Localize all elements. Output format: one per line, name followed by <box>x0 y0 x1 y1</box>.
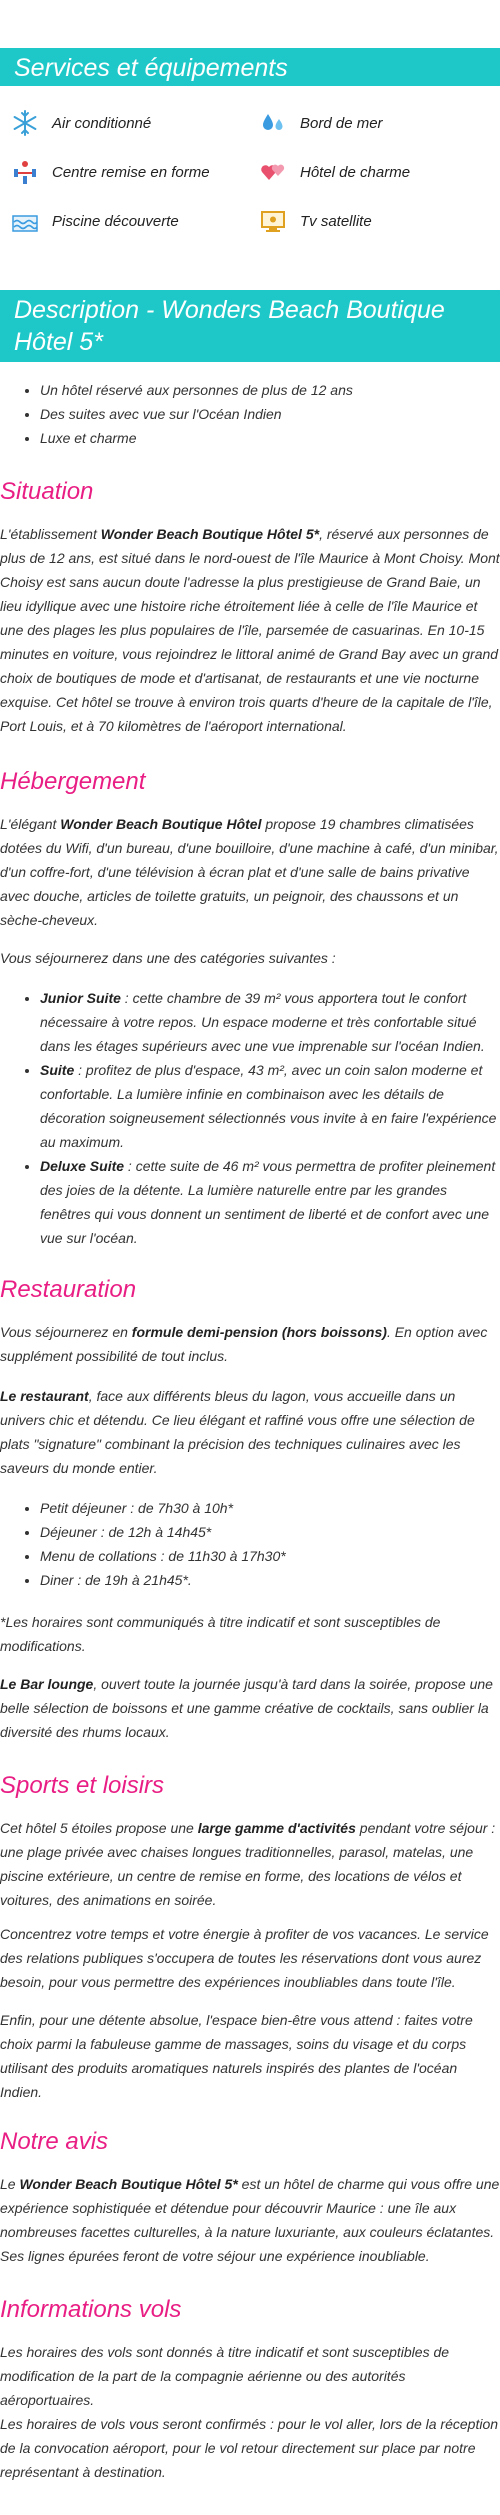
sports-title: Sports et loisirs <box>0 1772 165 1799</box>
situation-text: L'établissement Wonder Beach Boutique Hôtel 5*, réservé aux personnes de plus de 12 ans, est situé dans le nord-ouest de l'île Maurice à Mont Choisy. Mont Choisy est sans aucun doute l'adresse la plus prestigieuse de Grand Baie, un lieu idyllique avec une histoire riche étroitement liée à celle de l'île Maurice et une des plages les plus populaires de l'île, parsemée de casuarinas. En 10-15 minutes en voiture, vous rejoindrez le littoral animé de Grand Bay avec un grand choix de boutiques de mode et d'artisanat, de restaurants et une vie nocturne exquise. Cet hôtel se trouve à environ trois quarts d'heure de la capitale de l'île, Port Louis, et à 70 kilomètres de l'aéroport international. <box>0 526 500 734</box>
service-label: Bord de mer <box>300 114 383 132</box>
service-item <box>10 157 210 187</box>
vols-text: Les horaires des vols sont donnés à titre indicatif et sont susceptibles de modification de la part de la compagnie aérienne ou des autorités aéroportuaires. <box>0 2344 450 2408</box>
vols-text-2: Les horaires de vols vous seront confirmés : pour le vol aller, lors de la réception de la convocation aéroport, pour le vol retour directement sur place par notre représentant à destination. <box>0 2416 499 2480</box>
bar-text: Le Bar lounge, ouvert toute la journée jusqu'à tard dans la soirée, propose une belle sélection de boissons et une gamme créative de cocktails, sans oublier la diversité des rhums locaux. <box>0 1676 493 1740</box>
service-item <box>258 108 383 138</box>
list-item: • Suite : profitez de plus d'espace, 43 m², avec un coin salon moderne et confortable. La lumière infinie en combinaison avec les détails de décoration soigneusement sélectionnés vous invite à en faire l'expérience au maximum. <box>40 1058 500 1154</box>
hebergement-title: Hébergement <box>0 768 146 795</box>
pool-icon <box>10 206 40 236</box>
room-list <box>0 986 500 1250</box>
list-item: • Menu de collations : de 11h30 à 17h30* <box>40 1544 500 1568</box>
vols-title: Informations vols <box>0 2296 182 2323</box>
service-item <box>10 206 179 236</box>
service-label: Air conditionné <box>52 114 152 132</box>
hours-list <box>0 1496 500 1592</box>
tv-icon <box>258 206 288 236</box>
sports-text-2: Concentrez votre temps et votre énergie à profiter de vos vacances. Le service des relations publiques s'occupera de toutes les réservations dont vous aurez besoin, pour vous permettre des expériences inoubliables dans toute l'île. <box>0 1926 489 1990</box>
fitness-icon <box>10 157 40 187</box>
sports-text: Cet hôtel 5 étoiles propose une large gamme d'activités pendant votre séjour : une plage privée avec chaises longues traditionnelles, parasol, matelas, une piscine extérieure, un centre de remise en forme, des locations de vélos et voitures, des animations en soirée. <box>0 1820 496 1908</box>
avis-text: Le Wonder Beach Boutique Hôtel 5* est un hôtel de charme qui vous offre une expérience sophistiquée et détendue pour découvrir Maurice : une île aux nombreuses facettes culturelles, à la nature luxuriante, aux couleurs éclatantes. Ses lignes épurées feront de votre séjour une expérience inoubliable. <box>0 2176 500 2264</box>
list-item: • Junior Suite : cette chambre de 39 m² vous apportera tout le confort nécessaire à votre repos. Un espace moderne et très confortable situé dans les étages supérieurs avec une vue imprenable sur l'océan Indien. <box>40 986 500 1058</box>
situation-title: Situation <box>0 478 94 505</box>
service-item <box>10 108 151 138</box>
sports-text-3: Enfin, pour une détente absolue, l'espace bien-être vous attend : faites votre choix parmi la fabuleuse gamme de massages, soins du visage et du corps utilisant des produits aromatiques naturels inspirés des plantes de l'océan Indien. <box>0 2012 473 2100</box>
description-heading: Description - Wonders Beach Boutique Hôtel 5* <box>0 290 500 362</box>
avis-title: Notre avis <box>0 2128 109 2155</box>
list-item: • Des suites avec vue sur l'Océan Indien <box>40 402 353 426</box>
restaurant-text: Le restaurant, face aux différents bleus du lagon, vous accueille dans un univers chic et détendu. Ce lieu élégant et raffiné vous offre une sélection de plats "signature" combinant la précision des techniques culinaires avec les saveurs du monde entier. <box>0 1388 475 1476</box>
list-item: • Déjeuner : de 12h à 14h45* <box>40 1520 500 1544</box>
service-item <box>258 157 410 187</box>
snowflake-icon <box>10 108 40 138</box>
hours-note: *Les horaires sont communiqués à titre indicatif et sont susceptibles de modifications. <box>0 1614 441 1654</box>
list-item: • Un hôtel réservé aux personnes de plus de 12 ans <box>40 378 353 402</box>
service-label: Hôtel de charme <box>300 163 411 181</box>
service-label: Piscine découverte <box>52 212 179 230</box>
list-item: • Diner : de 19h à 21h45*. <box>40 1568 500 1592</box>
service-item <box>258 206 372 236</box>
description-bullets <box>0 378 353 450</box>
list-item: • Petit déjeuner : de 7h30 à 10h* <box>40 1496 500 1520</box>
services-heading: Services et équipements <box>0 48 500 86</box>
restauration-title: Restauration <box>0 1276 137 1303</box>
hebergement-text: L'élégant Wonder Beach Boutique Hôtel propose 19 chambres climatisées dotées du Wifi, d'un bureau, d'une bouilloire, d'une machine à café, d'un minibar, d'un coffre-fort, d'une télévision à écran plat et d'une salle de bains privative avec douche, articles de toilette gratuits, un peignoir, des chaussons et un sèche-cheveux. <box>0 816 499 928</box>
hebergement-intro: Vous séjournerez dans une des catégories suivantes : <box>0 950 336 966</box>
water-drop-icon <box>258 108 288 138</box>
service-label: Centre remise en forme <box>52 163 210 181</box>
restauration-text: Vous séjournerez en formule demi-pension (hors boissons). En option avec supplément possibilité de tout inclus. <box>0 1324 488 1364</box>
list-item: • Luxe et charme <box>40 426 353 450</box>
list-item: • Deluxe Suite : cette suite de 46 m² vous permettra de profiter pleinement des joies de la détente. La lumière naturelle entre par les grandes fenêtres qui vous donnent un sentiment de liberté et de confort avec une vue sur l'océan. <box>40 1154 500 1250</box>
hearts-icon <box>258 157 288 187</box>
service-label: Tv satellite <box>300 212 372 230</box>
